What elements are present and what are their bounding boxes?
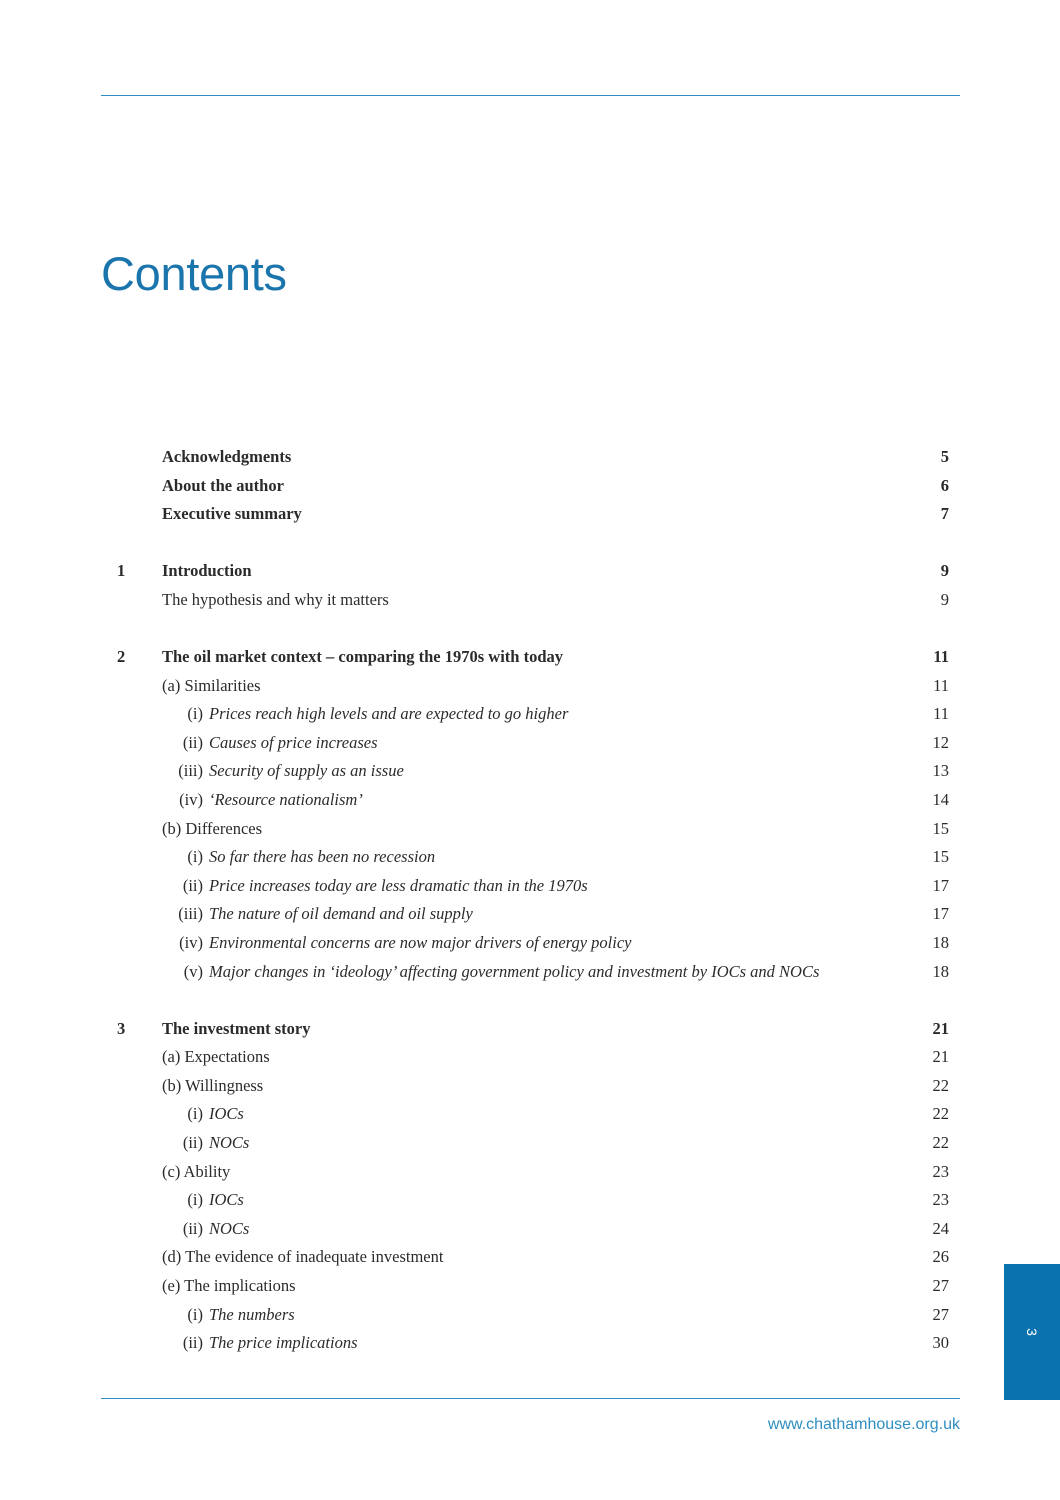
toc-entry[interactable] xyxy=(0,1015,1060,1044)
toc-entry-label: (d) The evidence of inadequate investment xyxy=(162,1247,444,1267)
toc-chapter-number: 1 xyxy=(117,561,126,581)
toc-entry-label: About the author xyxy=(162,475,284,495)
table-of-contents xyxy=(0,443,1060,1358)
toc-page-number: 11 xyxy=(933,646,949,666)
toc-roman-numeral: (ii) xyxy=(182,875,203,895)
toc-entry-label xyxy=(150,757,404,786)
toc-page-number: 7 xyxy=(940,504,949,524)
footer-rule xyxy=(101,1398,960,1399)
toc-page-number: 9 xyxy=(940,561,949,581)
toc-roman-numeral: (ii) xyxy=(182,1218,203,1238)
toc-entry-title: IOCs xyxy=(209,1104,244,1124)
toc-page-number: 15 xyxy=(932,847,949,867)
toc-page-number: 14 xyxy=(932,789,949,809)
toc-entry[interactable] xyxy=(0,472,1060,501)
toc-entry-label: Executive summary xyxy=(162,504,302,524)
toc-entry[interactable] xyxy=(0,1158,1060,1187)
toc-entry[interactable] xyxy=(0,1215,1060,1244)
toc-roman-numeral: (iv) xyxy=(179,789,203,809)
toc-page-number: 23 xyxy=(932,1190,949,1210)
toc-entry[interactable] xyxy=(0,872,1060,901)
toc-entry-label xyxy=(150,1215,249,1244)
toc-entry-label: The hypothesis and why it matters xyxy=(162,589,389,609)
toc-entry-label: (b) Willingness xyxy=(162,1075,264,1095)
toc-entry[interactable] xyxy=(0,815,1060,844)
toc-roman-numeral: (i) xyxy=(187,1190,203,1210)
toc-entry-label: The investment story xyxy=(162,1018,311,1038)
toc-roman-numeral: (i) xyxy=(187,847,203,867)
toc-page-number: 30 xyxy=(932,1333,949,1353)
toc-entry-label xyxy=(150,872,588,901)
toc-page-number: 17 xyxy=(932,904,949,924)
toc-entry-label xyxy=(150,700,568,729)
toc-roman-numeral: (iii) xyxy=(178,904,203,924)
toc-page-number: 23 xyxy=(932,1161,949,1181)
toc-entry-title: Environmental concerns are now major drivers of energy policy xyxy=(209,932,632,952)
toc-page-number: 17 xyxy=(932,875,949,895)
toc-page-number: 22 xyxy=(932,1104,949,1124)
toc-entry[interactable] xyxy=(0,757,1060,786)
toc-entry[interactable] xyxy=(0,557,1060,586)
toc-entry-title: NOCs xyxy=(209,1218,250,1238)
toc-roman-numeral: (v) xyxy=(183,961,203,981)
toc-entry-title: So far there has been no recession xyxy=(209,847,436,867)
toc-entry-title: IOCs xyxy=(209,1190,244,1210)
toc-entry-title: Causes of price increases xyxy=(209,732,378,752)
toc-entry-title: The price implications xyxy=(209,1333,358,1353)
toc-entry-label xyxy=(150,1186,244,1215)
toc-entry[interactable] xyxy=(0,586,1060,615)
toc-roman-numeral: (iii) xyxy=(178,761,203,781)
toc-entry-title: Major changes in ‘ideology’ affecting government policy and investment by IOCs and NOCs xyxy=(209,961,820,981)
toc-page-number: 26 xyxy=(932,1247,949,1267)
toc-entry-label xyxy=(150,1100,244,1129)
toc-page-number: 21 xyxy=(932,1047,949,1067)
toc-page-number: 9 xyxy=(940,589,949,609)
toc-entry[interactable] xyxy=(0,900,1060,929)
toc-chapter-number: 3 xyxy=(117,1018,126,1038)
toc-entry-title: The nature of oil demand and oil supply xyxy=(209,904,473,924)
toc-page-number: 18 xyxy=(932,932,949,952)
toc-entry-label: (e) The implications xyxy=(162,1275,296,1295)
toc-entry-label: The oil market context – comparing the 1970s with today xyxy=(162,646,564,666)
toc-entry[interactable] xyxy=(0,500,1060,529)
toc-entry-title: Security of supply as an issue xyxy=(209,761,404,781)
toc-page-number: 18 xyxy=(932,961,949,981)
toc-roman-numeral: (ii) xyxy=(182,732,203,752)
toc-roman-numeral: (iv) xyxy=(179,932,203,952)
toc-entry[interactable] xyxy=(0,729,1060,758)
toc-entry[interactable] xyxy=(0,443,1060,472)
toc-entry[interactable] xyxy=(0,1129,1060,1158)
toc-entry[interactable] xyxy=(0,958,1060,987)
toc-page-number: 27 xyxy=(932,1304,949,1324)
toc-entry-label xyxy=(150,843,435,872)
toc-entry[interactable] xyxy=(0,1186,1060,1215)
toc-roman-numeral: (ii) xyxy=(182,1333,203,1353)
toc-page-number: 21 xyxy=(932,1018,949,1038)
toc-roman-numeral: (ii) xyxy=(182,1132,203,1152)
toc-entry-label xyxy=(150,958,819,987)
toc-entry[interactable] xyxy=(0,700,1060,729)
toc-entry-label xyxy=(150,900,473,929)
toc-page-number: 11 xyxy=(933,704,949,724)
toc-entry[interactable] xyxy=(0,843,1060,872)
toc-entry-label: Introduction xyxy=(162,561,252,581)
toc-entry[interactable] xyxy=(0,1272,1060,1301)
toc-entry-title: Price increases today are less dramatic than in the 1970s xyxy=(209,875,588,895)
toc-entry-label xyxy=(150,1301,295,1330)
toc-entry-label: (a) Expectations xyxy=(162,1047,270,1067)
toc-entry-label xyxy=(150,729,378,758)
page-number-tab xyxy=(1004,1264,1060,1400)
toc-entry[interactable] xyxy=(0,1043,1060,1072)
toc-roman-numeral: (i) xyxy=(187,704,203,724)
toc-entry-title: ‘Resource nationalism’ xyxy=(209,789,363,809)
toc-page-number: 6 xyxy=(940,475,949,495)
toc-entry[interactable] xyxy=(0,672,1060,701)
toc-page-number: 24 xyxy=(932,1218,949,1238)
toc-page-number: 22 xyxy=(932,1132,949,1152)
toc-entry[interactable] xyxy=(0,1243,1060,1272)
toc-page-number: 13 xyxy=(932,761,949,781)
footer-url-link[interactable]: www.chathamhouse.org.uk xyxy=(767,1416,960,1433)
toc-entry-label: (a) Similarities xyxy=(162,675,261,695)
toc-entry[interactable] xyxy=(0,1301,1060,1330)
toc-entry[interactable] xyxy=(0,643,1060,672)
toc-entry-label: (c) Ability xyxy=(162,1161,231,1181)
toc-page-number: 5 xyxy=(940,447,949,466)
toc-entry-label: Acknowledgments xyxy=(162,447,292,466)
toc-entry-label xyxy=(150,1129,249,1158)
page-number: 3 xyxy=(1024,1328,1040,1336)
toc-chapter-number: 2 xyxy=(117,646,126,666)
page-title: Contents xyxy=(101,247,287,300)
toc-entry-title: The numbers xyxy=(209,1304,295,1324)
header-rule xyxy=(101,95,960,96)
toc-page-number: 11 xyxy=(933,675,949,695)
toc-entry[interactable] xyxy=(0,929,1060,958)
toc-entry-title: Prices reach high levels and are expected to go higher xyxy=(209,704,569,724)
toc-roman-numeral: (i) xyxy=(187,1304,203,1324)
toc-page-number: 15 xyxy=(932,818,949,838)
toc-entry-label: (b) Differences xyxy=(162,818,263,838)
toc-entry[interactable] xyxy=(0,1072,1060,1101)
toc-entry-label xyxy=(150,929,632,958)
toc-entry-label xyxy=(150,786,363,815)
toc-roman-numeral: (i) xyxy=(187,1104,203,1124)
toc-entry-title: NOCs xyxy=(209,1132,250,1152)
toc-page-number: 27 xyxy=(932,1275,949,1295)
toc-page-number: 22 xyxy=(932,1075,949,1095)
toc-entry[interactable] xyxy=(0,786,1060,815)
toc-entry-label xyxy=(150,1329,357,1358)
toc-entry[interactable] xyxy=(0,1329,1060,1358)
toc-entry[interactable] xyxy=(0,1100,1060,1129)
toc-page-number: 12 xyxy=(932,732,949,752)
